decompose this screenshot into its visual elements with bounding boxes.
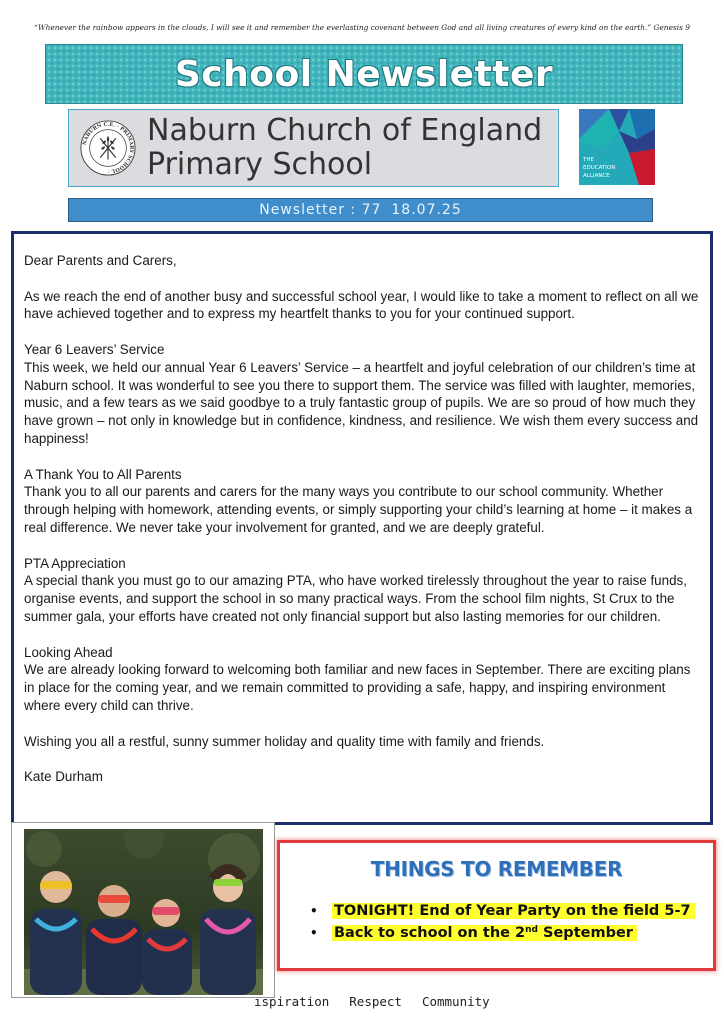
school-name xyxy=(147,114,542,182)
remember-list xyxy=(310,900,695,944)
svg-text:NABURN C.E. · PRIMARY SCHOOL ·: NABURN C.E. · PRIMARY SCHOOL · xyxy=(81,121,135,175)
section-body: A special thank you must go to our amazing PTA, who have worked tirelessly throughout the year to raise funds, organise events, and support the school in so many practical ways. From the school film nights, St Crux to the summer gala, your efforts have created not only financial support but also lasting memories for our children. xyxy=(24,573,687,624)
school-header xyxy=(68,109,559,187)
back-to-school-text-pre: Back to school on the 2 xyxy=(334,925,526,941)
remember-title: THINGS TO REMEMBER xyxy=(370,857,623,881)
bible-verse: “Whenever the rainbow appears in the clouds, I will see it and remember the everlasting covenant between God and all living creatures of every kind on the earth.” Genesis 9 xyxy=(34,23,690,32)
school-name-line1: Naburn Church of England xyxy=(147,113,543,148)
headteacher-letter xyxy=(11,231,713,825)
value-respect: Respect xyxy=(349,994,402,1009)
issue-number: Newsletter : 77 xyxy=(259,202,382,218)
value-inspiration: ıspiration xyxy=(254,994,330,1009)
things-to-remember-box xyxy=(277,840,716,971)
section-body: This week, we held our annual Year 6 Leavers’ Service – a heartfelt and joyful celebration of our children’s time at Naburn school. It was wonderful to see you there to support them. The service was filled with laughter, memories, music, and a few tears as we said goodbye to a truly fantastic group of pupils. We are so proud of how much they have grown – not only in knowledge but in confidence, kindness, and resilience. We wish them every success and happiness! xyxy=(24,359,699,446)
alliance-text-1: THE xyxy=(583,157,594,163)
bullet-icon: • xyxy=(310,904,318,918)
school-name-line2: Primary School xyxy=(147,147,373,182)
issue-date: 18.07.25 xyxy=(391,202,462,218)
list-item xyxy=(310,922,695,944)
section-body: We are already looking forward to welcoming both familiar and new faces in September. There are exciting plans in place for the coming year, and we remain committed to providing a safe, happy, and inspiring environment where every child can thrive. xyxy=(24,662,691,713)
leavers-party-photo xyxy=(24,829,263,995)
bullet-icon: • xyxy=(310,926,318,940)
ordinal-suffix: nd xyxy=(525,925,538,935)
section-heading: PTA Appreciation xyxy=(24,555,126,571)
back-to-school-text-post: September xyxy=(537,925,633,941)
value-community: Community xyxy=(421,994,490,1009)
alliance-text-3: ALLIANCE xyxy=(583,173,610,179)
letter-greeting: Dear Parents and Carers, xyxy=(24,253,177,268)
party-reminder: TONIGHT! End of Year Party on the field 5-7 xyxy=(332,903,695,919)
school-crest-logo xyxy=(79,119,137,177)
education-alliance-logo xyxy=(579,109,655,185)
section-heading: Looking Ahead xyxy=(24,644,113,660)
letter-closing: Wishing you all a restful, sunny summer holiday and quality time with family and friends. xyxy=(24,733,545,749)
leavers-photo-frame xyxy=(11,822,275,998)
alliance-text-2: EDUCATION xyxy=(583,165,616,171)
letter-intro: As we reach the end of another busy and successful school year, I would like to take a moment to reflect on all we have achieved together and to express my heartfelt thanks to you for your continued support. xyxy=(24,288,699,322)
issue-bar xyxy=(68,198,653,222)
section-body: Thank you to all our parents and carers for the many ways you contribute to our school community. Whether through helping with homework, attending events, or simply supporting your child’s learning at home – it makes a real difference. We never take your involvement for granted, and we are deeply grateful. xyxy=(24,484,693,535)
school-values-footer xyxy=(254,994,490,1009)
newsletter-banner xyxy=(45,44,683,104)
letter-signature: Kate Durham xyxy=(24,769,103,785)
back-to-school-reminder xyxy=(332,925,637,941)
section-heading: Year 6 Leavers’ Service xyxy=(24,341,165,357)
list-item xyxy=(310,900,695,922)
page-title: School Newsletter xyxy=(174,53,554,95)
section-heading: A Thank You to All Parents xyxy=(24,466,182,482)
